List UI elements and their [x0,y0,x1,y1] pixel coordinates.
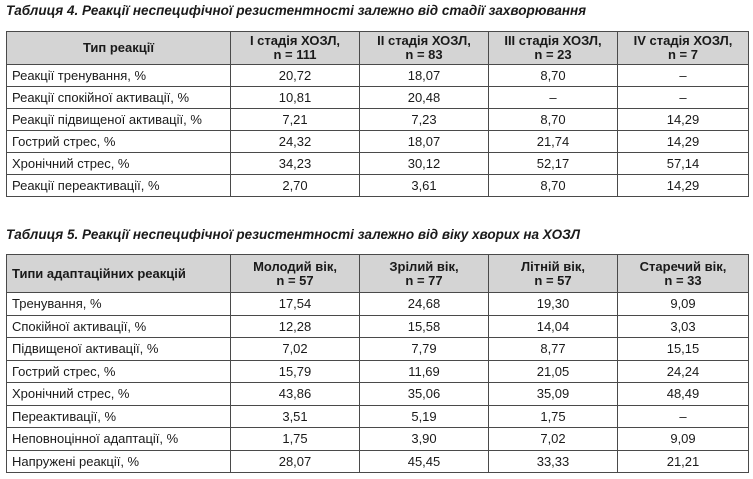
table-4-header-col-4 [618,32,749,65]
table-4-table-row [7,175,749,197]
table-5-cell-value: 7,02 [489,428,618,451]
table-4-cell-value: – [489,87,618,109]
table-4-header-label: Тип реакції [82,40,155,55]
table-4-row-label: Гострий стрес, % [7,131,231,153]
table-5-cell-value: 45,45 [360,450,489,473]
table-4-header-row [7,32,749,65]
table-4-header-label: IV стадія ХОЗЛ, [633,33,733,48]
table-5-cell-value: 15,15 [618,338,749,361]
table-5-cell-value: 35,06 [360,383,489,406]
table-5-header-col-0 [7,255,231,293]
table-4-table-row [7,65,749,87]
table-4-cell-value: 14,29 [618,131,749,153]
table-5-row-label: Гострий стрес, % [7,360,231,383]
table-4-header-label: III стадія ХОЗЛ, [504,33,602,48]
table-4-cell-value: 20,72 [231,65,360,87]
table-5-cell-value: 3,51 [231,405,360,428]
table-4-cell-value: 2,70 [231,175,360,197]
table-4-cell-value: 52,17 [489,153,618,175]
table-5-cell-value: 15,79 [231,360,360,383]
table-4-cell-value: 24,32 [231,131,360,153]
table-4-cell-value: 8,70 [489,65,618,87]
table-5-table-row [7,383,749,406]
table-5-row-label: Підвищеної активації, % [7,338,231,361]
table-5-cell-value: 7,79 [360,338,489,361]
table-5-cell-value: 8,77 [489,338,618,361]
table-5-row-label: Хронічний стрес, % [7,383,231,406]
table-5-table-row [7,315,749,338]
table-4-header-n: n = 111 [273,47,317,62]
table-5-table-row [7,338,749,361]
table-5-row-label: Тренування, % [7,293,231,316]
table-5-cell-value: 11,69 [360,360,489,383]
table-5-header-row [7,255,749,293]
table-4-header-col-3 [489,32,618,65]
table-5-cell-value: 12,28 [231,315,360,338]
table-4-header-col-2 [360,32,489,65]
table-5-row-label: Спокійної активації, % [7,315,231,338]
table-5-header-col-2 [360,255,489,293]
table-5-cell-value: 24,68 [360,293,489,316]
table-5-header-n: n = 77 [405,272,443,288]
table-5-cell-value: 3,03 [618,315,749,338]
table-4-stages [6,31,749,197]
table-5-header-n: n = 57 [276,272,314,288]
table-4-header-n: n = 7 [668,47,698,62]
table-4-cell-value: 18,07 [360,65,489,87]
table-4-cell-value: 8,70 [489,175,618,197]
table-5-cell-value: 24,24 [618,360,749,383]
table-4-cell-value: 3,61 [360,175,489,197]
table-5-body [7,293,749,473]
table-4-cell-value: – [618,87,749,109]
table-5-row-label: Неповноцінної адаптації, % [7,428,231,451]
table-5-cell-value: 7,02 [231,338,360,361]
table-4-row-label: Реакції підвищеної активації, % [7,109,231,131]
table-4-caption: Таблиця 4. Реакції неспецифічної резистентності залежно від стадії захворювання [6,3,587,18]
table-4-body [7,65,749,197]
table-5-header-n: n = 33 [664,272,702,288]
table-4-row-label: Реакції переактивації, % [7,175,231,197]
table-5-cell-value: 15,58 [360,315,489,338]
table-5-cell-value: 33,33 [489,450,618,473]
table-5-cell-value: 21,05 [489,360,618,383]
table-4-header-n: n = 83 [405,47,443,62]
table-4-cell-value: 20,48 [360,87,489,109]
table-5-cell-value: 19,30 [489,293,618,316]
table-5-cell-value: 1,75 [231,428,360,451]
table-5-cell-value: 3,90 [360,428,489,451]
table-5-cell-value: 17,54 [231,293,360,316]
table-5-cell-value: 9,09 [618,428,749,451]
table-4-cell-value: 8,70 [489,109,618,131]
table-5-row-label: Напружені реакції, % [7,450,231,473]
table-5-header-label: Типи адаптаційних реакцій [12,265,186,281]
table-5-cell-value: 43,86 [231,383,360,406]
table-4-cell-value: – [618,65,749,87]
table-5-table-row [7,405,749,428]
table-5-header-label: Молодий вік, [253,258,337,274]
table-5-cell-value: 5,19 [360,405,489,428]
table-5-cell-value: 1,75 [489,405,618,428]
table-5-cell-value: – [618,405,749,428]
table-4-cell-value: 57,14 [618,153,749,175]
table-5-header-col-3 [489,255,618,293]
table-4-cell-value: 10,81 [231,87,360,109]
table-5-cell-value: 35,09 [489,383,618,406]
table-5-cell-value: 9,09 [618,293,749,316]
table-5-table-row [7,450,749,473]
table-4-cell-value: 14,29 [618,109,749,131]
table-4-header-col-1 [231,32,360,65]
table-5-cell-value: 21,21 [618,450,749,473]
table-5-header-col-4 [618,255,749,293]
table-4-table-row [7,131,749,153]
table-5-table-row [7,293,749,316]
table-5-cell-value: 48,49 [618,383,749,406]
table-5-header-label: Літній вік, [521,258,585,274]
table-4-cell-value: 21,74 [489,131,618,153]
table-4-cell-value: 18,07 [360,131,489,153]
table-5-cell-value: 14,04 [489,315,618,338]
table-5-header-label: Старечий вік, [639,258,727,274]
table-4-cell-value: 30,12 [360,153,489,175]
table-5-row-label: Переактивації, % [7,405,231,428]
table-4-cell-value: 14,29 [618,175,749,197]
table-5-cell-value: 28,07 [231,450,360,473]
table-4-header-col-0 [7,32,231,65]
table-4-row-label: Реакції спокійної активації, % [7,87,231,109]
table-5-header-n: n = 57 [534,272,572,288]
table-4-header-label: II стадія ХОЗЛ, [377,33,471,48]
table-4-row-label: Реакції тренування, % [7,65,231,87]
table-5-header-label: Зрілий вік, [389,258,459,274]
table-4-header-label: I стадія ХОЗЛ, [249,33,341,48]
table-4-table-row [7,87,749,109]
table-5-table-row [7,428,749,451]
table-4-cell-value: 7,21 [231,109,360,131]
table-4-table-row [7,153,749,175]
table-5-caption: Таблиця 5. Реакції неспецифічної резистентності залежно від віку хворих на ХОЗЛ [6,227,581,242]
table-5-table-row [7,360,749,383]
table-4-cell-value: 7,23 [360,109,489,131]
table-5-age [6,254,749,473]
table-4-cell-value: 34,23 [231,153,360,175]
table-4-table-row [7,109,749,131]
table-5-header-col-1 [231,255,360,293]
table-4-header-n: n = 23 [534,47,572,62]
table-4-row-label: Хронічний стрес, % [7,153,231,175]
